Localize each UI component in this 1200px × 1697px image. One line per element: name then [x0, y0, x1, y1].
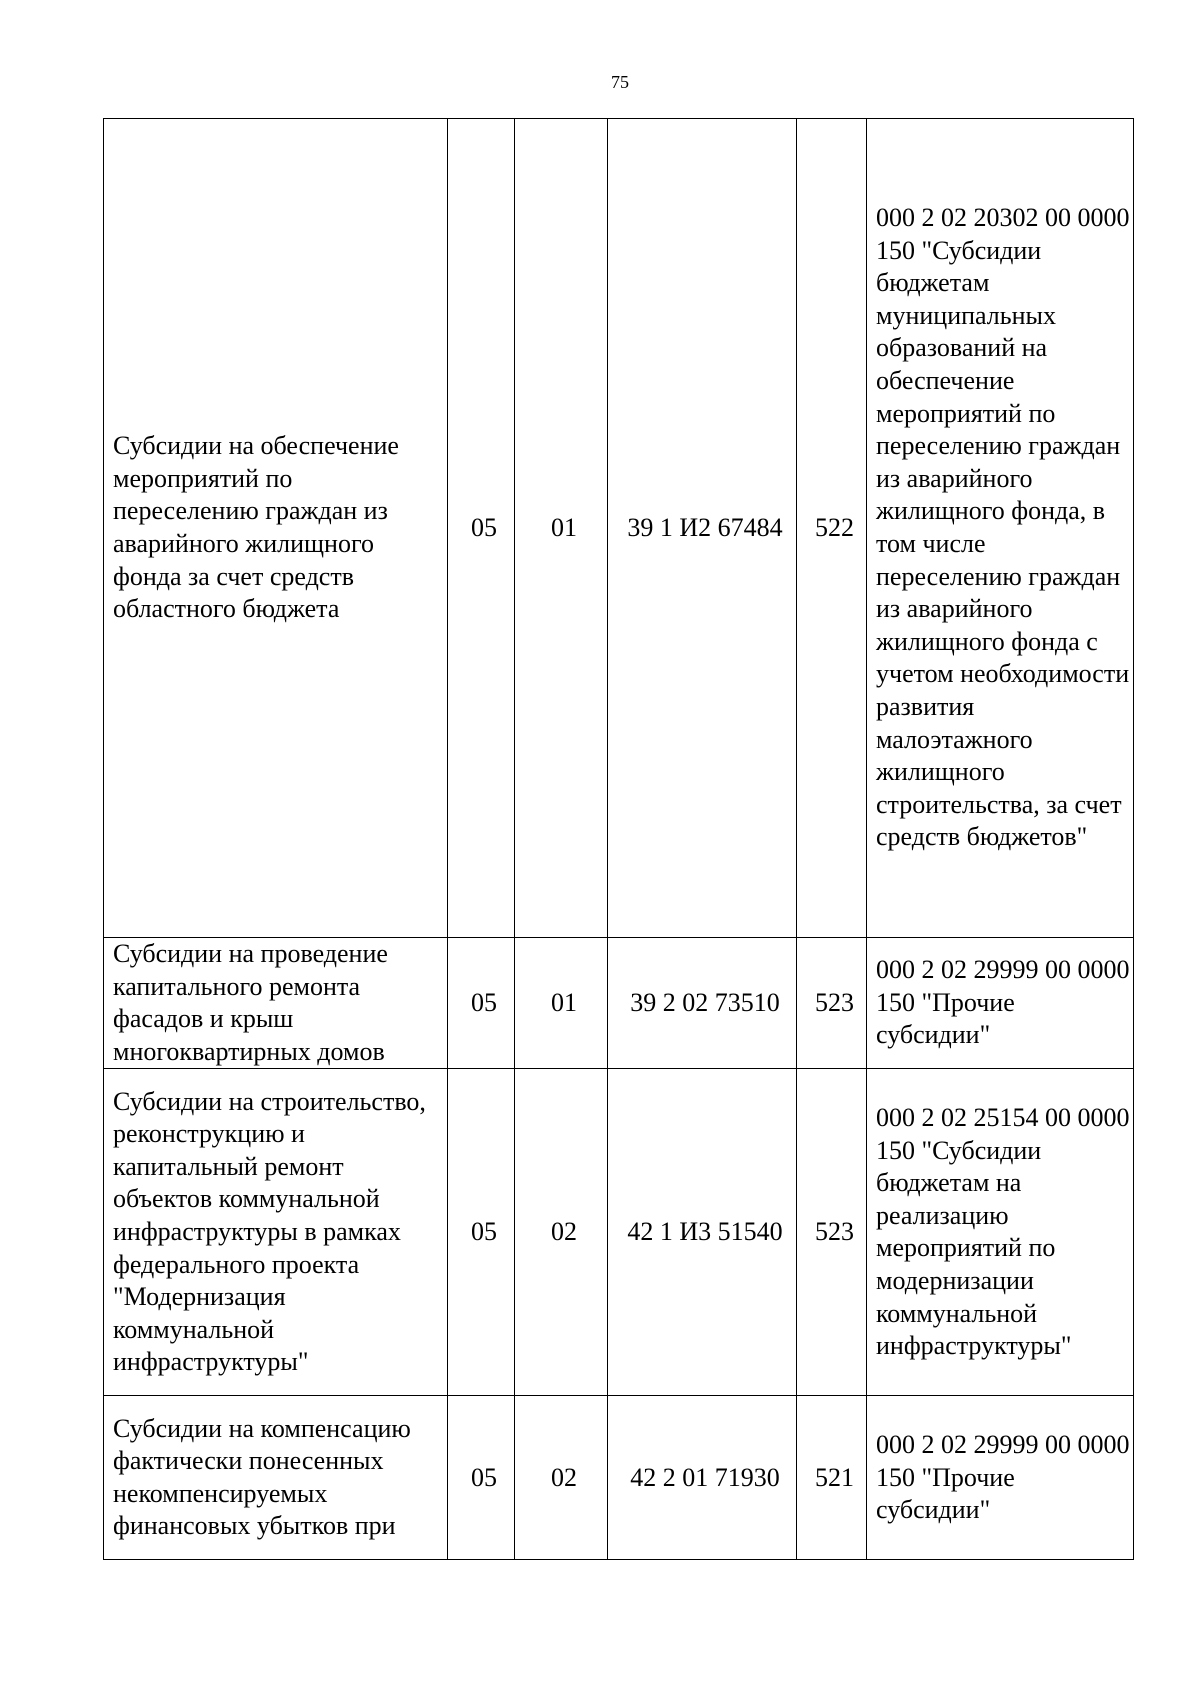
row-expense-type: 523 [797, 938, 867, 1069]
row-subsection: 02 [515, 1396, 608, 1560]
row-section: 05 [448, 1396, 515, 1560]
page-number: 75 [611, 72, 629, 92]
row-revenue-code: 000 2 02 20302 00 0000 150 "Субсидии бюджетам муниципальных образований на обеспечение мероприятий по переселению граждан из аварийного жилищного фонда, в том числе переселению граждан из аварийного жилищного фонда с учетом необходимости развития малоэтажного жилищного строительства, за счет средств бюджетов" [867, 119, 1134, 938]
table-row [104, 1069, 1134, 1396]
row-section: 05 [448, 1069, 515, 1396]
table-row [104, 119, 1134, 938]
row-target-article: 39 1 И2 67484 [608, 119, 797, 938]
row-name: Субсидии на строительство, реконструкцию и капитальный ремонт объектов коммунальной инфраструктуры в рамках федерального проекта "Модернизация коммунальной инфраструктуры" [104, 1069, 448, 1396]
budget-table [103, 118, 1134, 1560]
row-section: 05 [448, 119, 515, 938]
row-revenue-code: 000 2 02 29999 00 0000 150 "Прочие субсидии" [867, 1396, 1134, 1560]
row-name: Субсидии на обеспечение мероприятий по переселению граждан из аварийного жилищного фонда за счет средств областного бюджета [104, 119, 448, 938]
row-target-article: 39 2 02 73510 [608, 938, 797, 1069]
row-revenue-code: 000 2 02 25154 00 0000 150 "Субсидии бюджетам на реализацию мероприятий по модернизации коммунальной инфраструктуры" [867, 1069, 1134, 1396]
row-target-article: 42 1 И3 51540 [608, 1069, 797, 1396]
row-revenue-code: 000 2 02 29999 00 0000 150 "Прочие субсидии" [867, 938, 1134, 1069]
row-expense-type: 522 [797, 119, 867, 938]
row-name: Субсидии на проведение капитального ремонта фасадов и крыш многоквартирных домов [104, 938, 448, 1069]
row-expense-type: 521 [797, 1396, 867, 1560]
row-subsection: 01 [515, 938, 608, 1069]
row-expense-type: 523 [797, 1069, 867, 1396]
table-row [104, 938, 1134, 1069]
row-name: Субсидии на компенсацию фактически понесенных некомпенсируемых финансовых убытков при [104, 1396, 448, 1560]
table-row [104, 1396, 1134, 1560]
row-subsection: 01 [515, 119, 608, 938]
row-subsection: 02 [515, 1069, 608, 1396]
row-target-article: 42 2 01 71930 [608, 1396, 797, 1560]
row-section: 05 [448, 938, 515, 1069]
